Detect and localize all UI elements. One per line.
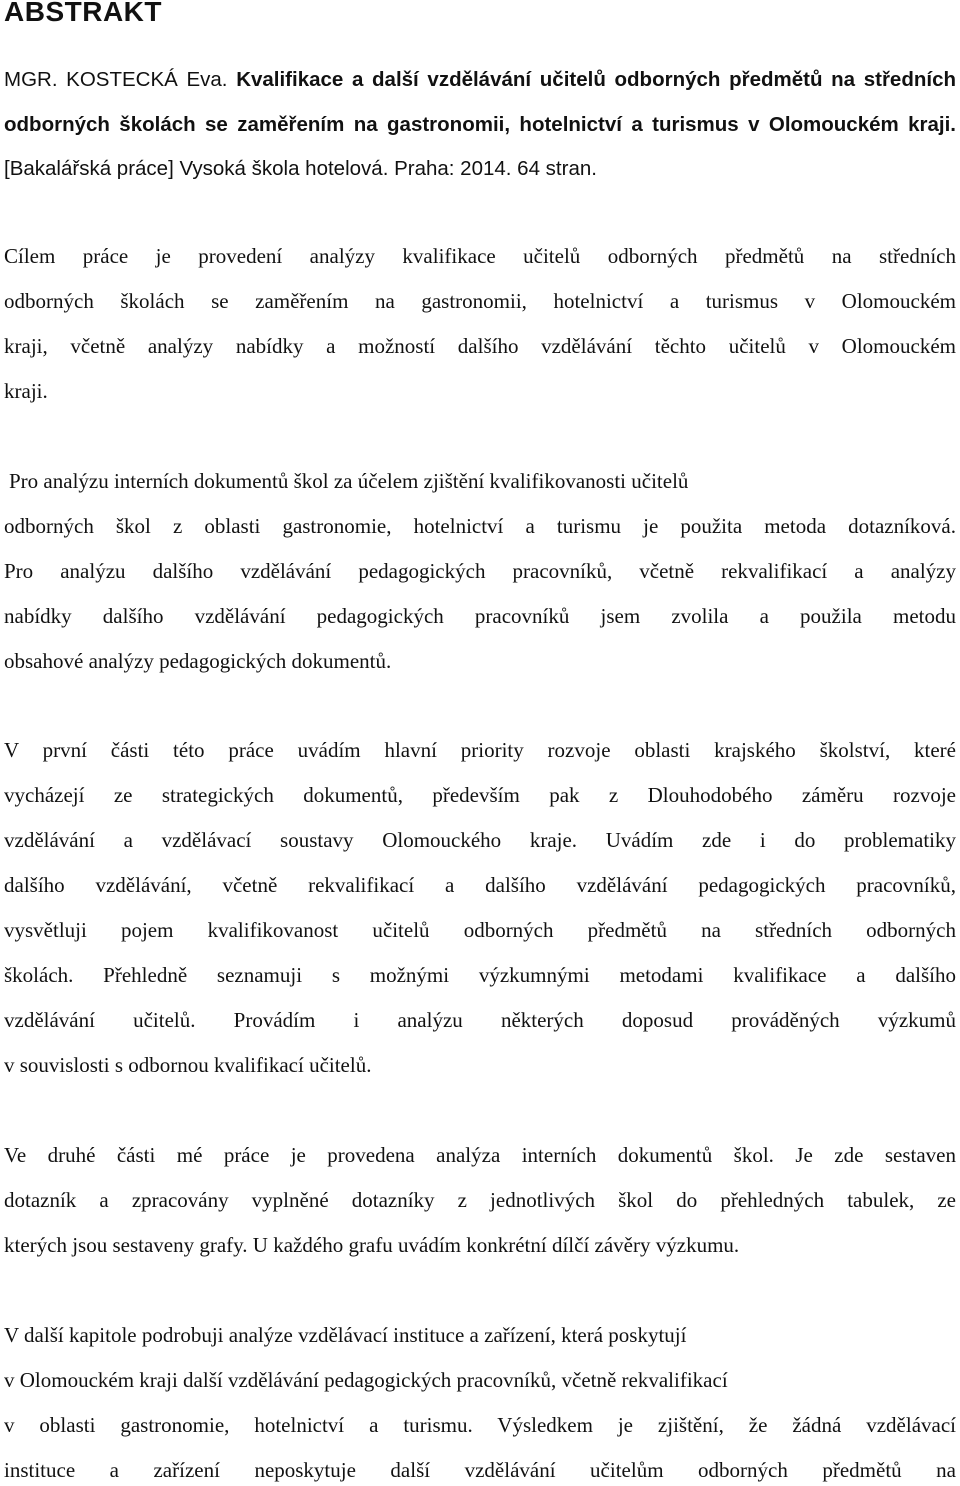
paragraph-line: odborných školách se zaměřením na gastronomii, hotelnictví a turismus v Olomouckém (4, 289, 956, 313)
paragraph-line: v souvislosti s odbornou kvalifikací učitelů. (4, 1053, 372, 1077)
paragraph-line: instituce a zařízení neposkytuje další vzdělávání učitelům odborných předmětů na (4, 1458, 956, 1482)
paragraph-line: vzdělávání učitelů. Provádím i analýzu některých doposud prováděných výzkumů (4, 1008, 956, 1032)
paragraph-line: Pro analýzu dalšího vzdělávání pedagogických pracovníků, včetně rekvalifikací a analýzy (4, 559, 956, 583)
paragraph-line: odborných škol z oblasti gastronomie, hotelnictví a turismu je použita metoda dotazníková. (4, 514, 956, 538)
paragraph-line: Pro analýzu interních dokumentů škol za účelem zjištění kvalifikovanosti učitelů (9, 469, 689, 493)
paragraph-line: kraji, včetně analýzy nabídky a možností dalšího vzdělávání těchto učitelů v Olomouckém (4, 334, 956, 358)
abstract-heading: ABSTRAKT (4, 0, 162, 27)
paragraph-line: školách. Přehledně seznamuji s možnými výzkumnými metodami kvalifikace a dalšího (4, 963, 956, 987)
paragraph-line: obsahové analýzy pedagogických dokumentů. (4, 649, 392, 673)
citation (4, 58, 956, 192)
paragraph-line: v Olomouckém kraji další vzdělávání pedagogických pracovníků, včetně rekvalifikací (4, 1368, 728, 1392)
paragraph-line: V další kapitole podrobuji analýze vzdělávací instituce a zařízení, která poskytují (4, 1323, 687, 1347)
paragraph-line: V první části této práce uvádím hlavní priority rozvoje oblasti krajského školství, které (4, 738, 956, 762)
citation-title: Kvalifikace a další vzdělávání učitelů odborných předmětů na středních odborných školách se zaměřením na gastronomii, hotelnictví a turismus v Olomouckém kraji. (4, 68, 956, 136)
paragraph-line: nabídky dalšího vzdělávání pedagogických pracovníků jsem zvolila a použila metodu (4, 604, 956, 628)
paragraph-line: kraji. (4, 379, 48, 403)
citation-details: [Bakalářská práce] Vysoká škola hotelová. Praha: 2014. 64 stran. (4, 157, 597, 180)
paragraph-line: v oblasti gastronomie, hotelnictví a turismu. Výsledkem je zjištění, že žádná vzdělávací (4, 1413, 956, 1437)
paragraph-line: dotazník a zpracovány vyplněné dotazníky z jednotlivých škol do přehledných tabulek, ze (4, 1188, 956, 1212)
paragraph-line: vysvětluji pojem kvalifikovanost učitelů odborných předmětů na středních odborných (4, 918, 956, 942)
paragraph-line: Cílem práce je provedení analýzy kvalifikace učitelů odborných předmětů na středních (4, 244, 956, 268)
paragraph-line: vycházejí ze strategických dokumentů, především pak z Dlouhodobého záměru rozvoje (4, 783, 956, 807)
paragraph-line: kterých jsou sestaveny grafy. U každého grafu uvádím konkrétní dílčí závěry výzkumu. (4, 1233, 740, 1257)
citation-author: MGR. KOSTECKÁ Eva. (4, 68, 228, 91)
paragraph-line: vzdělávání a vzdělávací soustavy Olomouckého kraje. Uvádím zde i do problematiky (4, 828, 956, 852)
paragraph-line: dalšího vzdělávání, včetně rekvalifikací a dalšího vzdělávání pedagogických pracovníků, (4, 873, 956, 897)
paragraph-line: Ve druhé části mé práce je provedena analýza interních dokumentů škol. Je zde sestaven (4, 1143, 956, 1167)
